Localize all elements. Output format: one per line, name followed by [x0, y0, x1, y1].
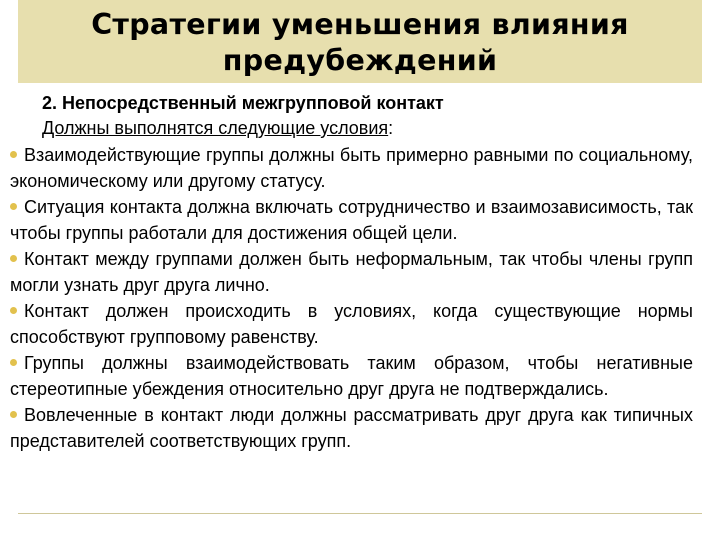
conditions-list [10, 142, 693, 454]
bullet-dot-icon [10, 255, 17, 262]
list-item-text: Группы должны взаимодействовать таким образом, чтобы негативные стереотипные убеждения относительно друг друга не подтверждались. [10, 353, 693, 399]
bullet-dot-icon [10, 359, 17, 366]
slide-title-line-1: Стратегии уменьшения влияния [91, 8, 629, 41]
bullet-dot-icon [10, 203, 17, 210]
list-item-text: Контакт должен происходить в условиях, когда существующие нормы способствуют групповому равенству. [10, 301, 693, 347]
slide-title [18, 7, 702, 79]
bullet-dot-icon [10, 307, 17, 314]
list-item [10, 246, 693, 298]
conditions-intro [42, 117, 393, 139]
list-item-text: Взаимодействующие группы должны быть примерно равными по социальному, экономическому или другому статусу. [10, 145, 693, 191]
list-item [10, 402, 693, 454]
list-item [10, 194, 693, 246]
slide-title-line-2: предубеждений [222, 44, 498, 77]
section-subheading: 2. Непосредственный межгрупповой контакт [42, 93, 444, 113]
bullet-dot-icon [10, 151, 17, 158]
conditions-intro-text: Должны выполнятся следующие условия [42, 118, 389, 138]
bottom-divider [18, 513, 702, 514]
list-item-text: Контакт между группами должен быть неформальным, так чтобы члены групп могли узнать друг друга лично. [10, 249, 693, 295]
list-item [10, 298, 693, 350]
list-item-text: Ситуация контакта должна включать сотрудничество и взаимозависимость, так чтобы группы работали для достижения общей цели. [10, 197, 693, 243]
list-item-text: Вовлеченные в контакт люди должны рассматривать друг друга как типичных представителей соответствующих групп. [10, 405, 693, 451]
conditions-intro-colon: : [388, 118, 394, 138]
list-item [10, 142, 693, 194]
bullet-dot-icon [10, 411, 17, 418]
list-item [10, 350, 693, 402]
